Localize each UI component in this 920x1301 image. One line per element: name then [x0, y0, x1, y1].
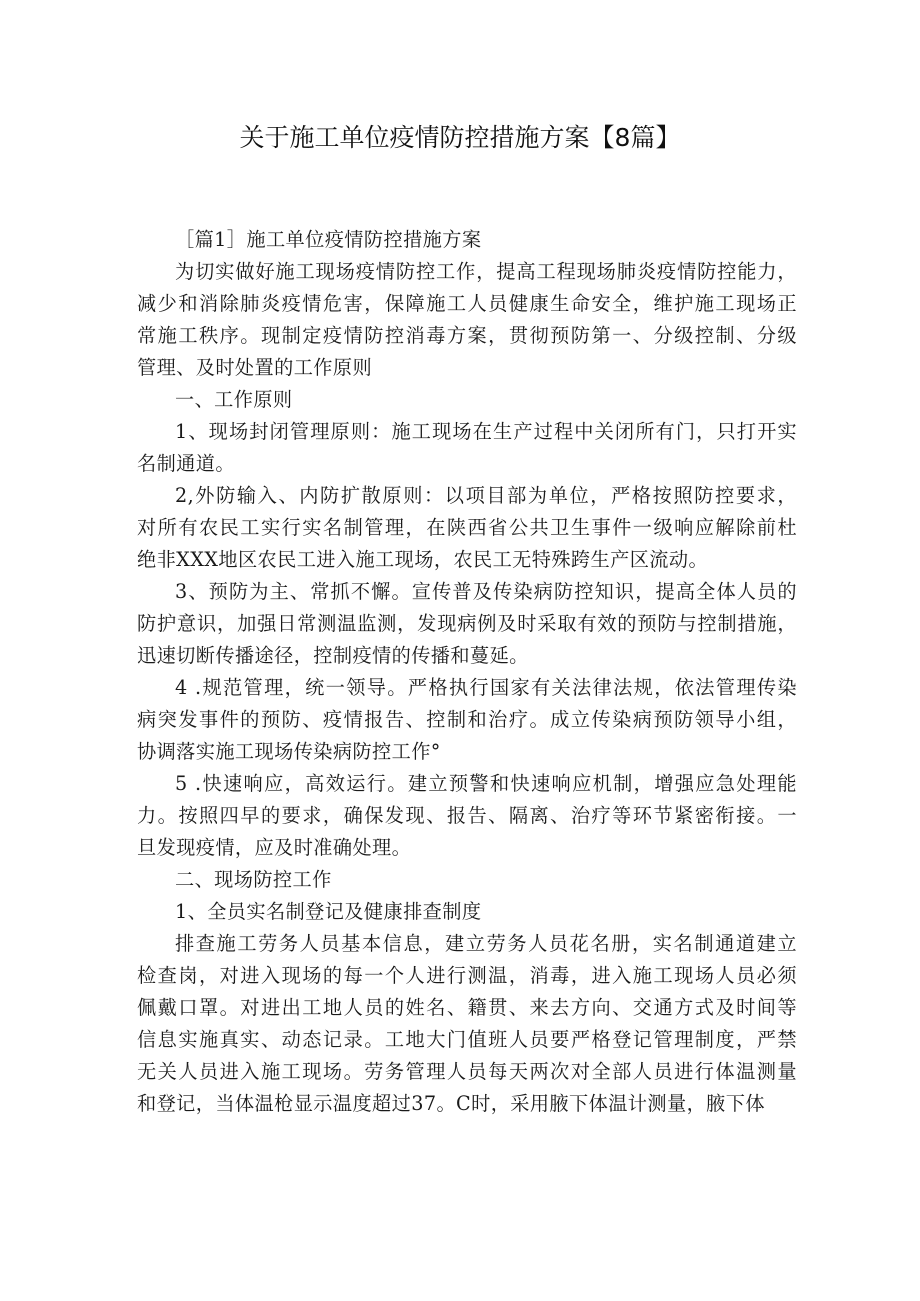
text-line: 防护意识，加强日常测温监测，发现病例及时采取有效的预防与控制措施， — [137, 612, 797, 635]
text-line: 4 .规范管理，统一领导。严格执行国家有关法律法规，依法管理传染 — [175, 676, 797, 699]
text-line: 信息实施真实、动态记录。工地大门值班人员要严格登记管理制度，严禁 — [137, 1028, 797, 1051]
text-line: 检查岗，对进入现场的每一个人进行测温，消毒，进入施工现场人员必须 — [137, 964, 797, 987]
section-heading — [137, 224, 797, 256]
document-title: 关于施工单位疫情防控措施方案【8篇】 — [239, 123, 681, 152]
text-line: 1、现场封闭管理原则：施工现场在生产过程中关闭所有门，只打开实 — [175, 420, 797, 443]
text-line: 病突发事件的预防、疫情报告、控制和治疗。成立传染病预防领导小组， — [137, 708, 797, 731]
body-paragraph — [137, 768, 797, 864]
text-line: 力。按照四早的要求，确保发现、报告、隔离、治疗等环节紧密衔接。一 — [137, 804, 797, 827]
text-line: 对所有农民工实行实名制管理，在陕西省公共卫生事件一级响应解除前杜 — [137, 516, 797, 539]
text-line: 绝非XXX地区农民工进入施工现场，农民工无特殊跨生产区流动。 — [137, 548, 709, 571]
text-line: ［篇1］施工单位疫情防控措施方案 — [175, 228, 482, 251]
text-line: 佩戴口罩。对进出工地人员的姓名、籍贯、来去方向、交通方式及时间等 — [137, 996, 797, 1019]
text-line: 一、工作原则 — [175, 388, 293, 411]
text-line: 名制通道。 — [137, 452, 235, 475]
body-paragraph — [137, 672, 797, 768]
text-line: 无关人员进入施工现场。劳务管理人员每天两次对全部人员进行体温测量 — [137, 1060, 797, 1083]
text-line: 管理、及时处置的工作原则 — [137, 356, 373, 379]
body-paragraph — [137, 416, 797, 480]
body-paragraph — [137, 256, 797, 384]
section-heading — [137, 896, 797, 928]
text-line: 迅速切断传播途径，控制疫情的传播和蔓延。 — [137, 644, 529, 667]
text-line: 1、全员实名制登记及健康排查制度 — [175, 900, 482, 923]
body-paragraph — [137, 576, 797, 672]
text-line: 常施工秩序。现制定疫情防控消毒方案，贯彻预防第一、分级控制、分级 — [137, 324, 797, 347]
text-line: 旦发现疫情，应及时准确处理。 — [137, 836, 412, 859]
body-paragraph — [137, 480, 797, 576]
text-line: 减少和消除肺炎疫情危害，保障施工人员健康生命安全，维护施工现场正 — [137, 292, 797, 315]
text-line: 二、现场防控工作 — [175, 868, 332, 891]
text-line: 协调落实施工现场传染病防控工作° — [137, 740, 441, 763]
text-line: 3、预防为主、常抓不懈。宣传普及传染病防控知识，提高全体人员的 — [175, 580, 797, 603]
text-line: 5 .快速响应，高效运行。建立预警和快速响应机制，增强应急处理能 — [175, 772, 797, 795]
text-line: 2,外防输入、内防扩散原则：以项目部为单位，严格按照防控要求， — [175, 484, 797, 507]
text-line: 排查施工劳务人员基本信息，建立劳务人员花名册，实名制通道建立 — [175, 932, 797, 955]
section-heading — [137, 864, 797, 896]
section-heading — [137, 384, 797, 416]
document-body — [137, 224, 797, 1120]
text-line: 为切实做好施工现场疫情防控工作，提高工程现场肺炎疫情防控能力， — [175, 260, 797, 283]
text-line: 和登记，当体温枪显示温度超过37。C时，采用腋下体温计测量，腋下体 — [137, 1092, 765, 1115]
body-paragraph — [137, 928, 797, 1120]
